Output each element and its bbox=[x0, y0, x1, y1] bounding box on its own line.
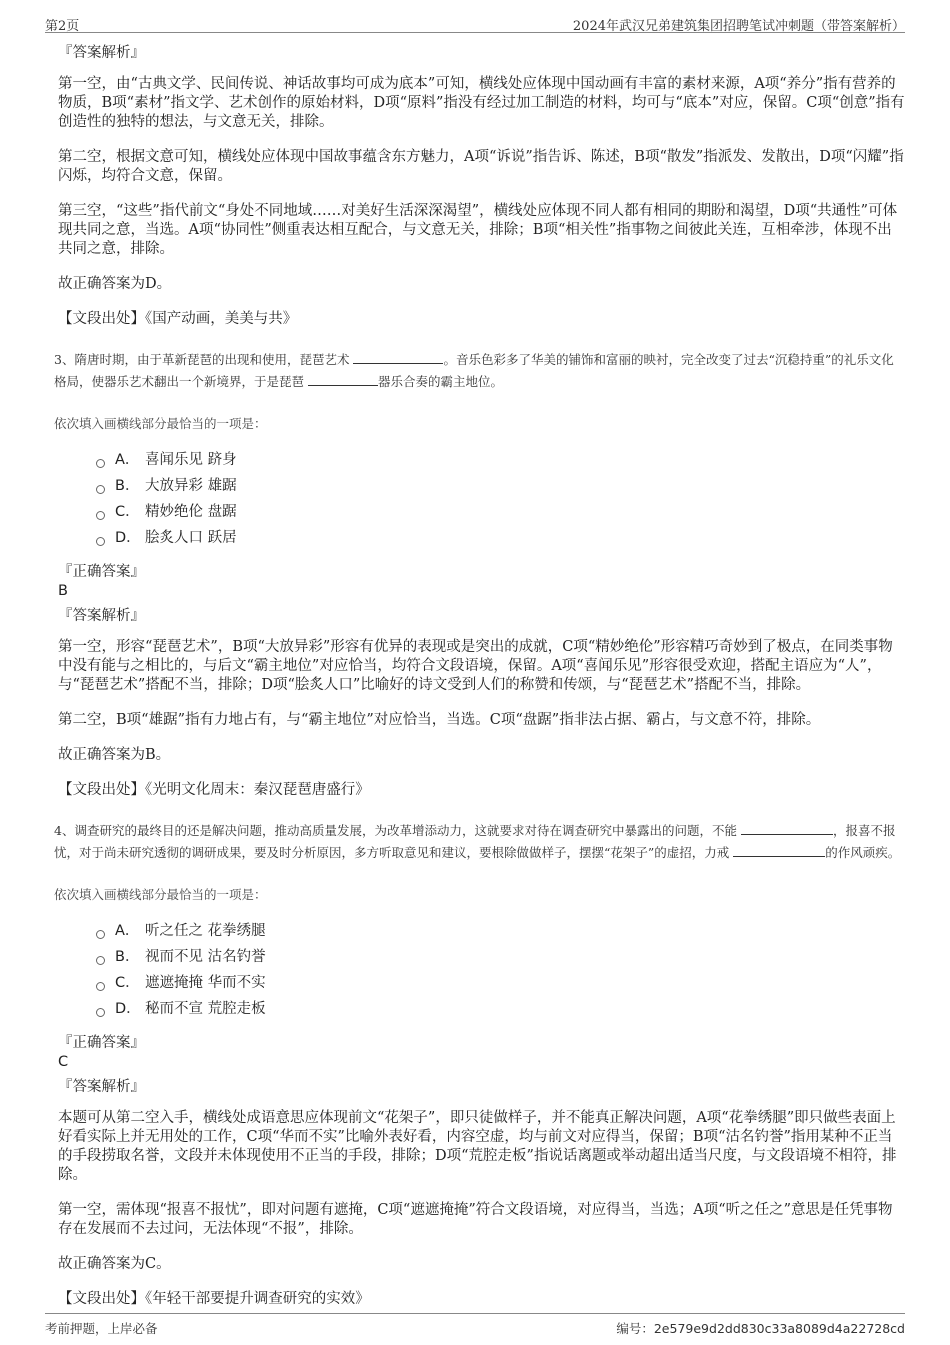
q2-analysis-paragraph: 第二空，根据文意可知，横线处应体现中国故事蕴含东方魅力，A项“诉说”指告诉、陈述，B项“散发”指派发、发散出，D项“闪耀”指闪烁，均符合文意，保留。 bbox=[58, 149, 904, 184]
q4-option-c[interactable]: C． 遮遮掩掩 华而不实 bbox=[96, 970, 905, 996]
radio-icon[interactable] bbox=[96, 930, 105, 939]
q4-option-a[interactable]: A． 听之任之 花拳绣腿 bbox=[96, 918, 905, 944]
q4-correct-label: 『正确答案』 bbox=[58, 1035, 145, 1051]
q3-prompt: 依次填入画横线部分最恰当的一项是： bbox=[54, 416, 267, 431]
q4-options bbox=[96, 918, 905, 1022]
q3-blank-1 bbox=[353, 349, 443, 364]
q3-stem-part-2: 。音乐色彩多了华美的铺饰和富丽的映衬，完全改变了过去“沉稳持重”的礼乐文化格局，使器乐艺术翻出一个新境界，于是琵琶 bbox=[54, 352, 894, 389]
q4-stem bbox=[54, 820, 905, 864]
q3-blank-2 bbox=[308, 371, 378, 386]
q3-correct-answer: B bbox=[58, 583, 68, 599]
document-title: 2024年武汉兄弟建筑集团招聘笔试冲刺题（带答案解析） bbox=[572, 19, 905, 34]
page-header bbox=[45, 12, 905, 33]
q2-conclusion: 故正确答案为D。 bbox=[58, 276, 172, 292]
q4-conclusion: 故正确答案为C。 bbox=[58, 1256, 171, 1272]
radio-icon[interactable] bbox=[96, 459, 105, 468]
q3-correct-label: 『正确答案』 bbox=[58, 564, 145, 580]
q3-options bbox=[96, 447, 905, 551]
q3-option-b[interactable]: B． 大放异彩 雄踞 bbox=[96, 473, 905, 499]
q3-option-c[interactable]: C． 精妙绝伦 盘踞 bbox=[96, 499, 905, 525]
q3-conclusion: 故正确答案为B。 bbox=[58, 747, 171, 763]
q3-option-d[interactable]: D． 脍炙人口 跃居 bbox=[96, 525, 905, 551]
q2-analysis-label: 『答案解析』 bbox=[58, 45, 145, 61]
radio-icon[interactable] bbox=[96, 537, 105, 546]
document-id: 编号：2e579e9d2dd830c33a8089d4a22728cd bbox=[616, 1321, 905, 1336]
q4-analysis-paragraph: 第一空，需体现“报喜不报忧”，即对问题有遮掩，C项“遮遮掩掩”符合文段语境，对应得当，当选；A项“听之任之”意思是任凭事物存在发展而不去过问，无法体现“不报”，排除。 bbox=[58, 1202, 893, 1237]
q2-analysis-paragraph: 第一空，由“古典文学、民间传说、神话故事均可成为底本”可知，横线处应体现中国动画有丰富的素材来源，A项“养分”指有营养的物质，B项“素材”指文学、艺术创作的原始材料，D项“原料”指没有经过加工制造的材料，均可与“底本”对应，保留。C项“创意”指有创造性的独特的想法，与文意无关，排除。 bbox=[58, 76, 905, 130]
radio-icon[interactable] bbox=[96, 1008, 105, 1017]
q3-analysis-label: 『答案解析』 bbox=[58, 608, 145, 624]
radio-icon[interactable] bbox=[96, 485, 105, 494]
page-footer bbox=[45, 1313, 905, 1336]
radio-icon[interactable] bbox=[96, 511, 105, 520]
q3-source: 【文段出处】《光明文化周末：秦汉琵琶唐盛行》 bbox=[58, 782, 370, 798]
page-number: 第2页 bbox=[45, 19, 80, 34]
radio-icon[interactable] bbox=[96, 982, 105, 991]
q4-stem-part-1: 4、调查研究的最终目的还是解决问题，推动高质量发展，为改革增添动力，这就要求对待在调查研究中暴露出的问题，不能 bbox=[54, 823, 737, 838]
q3-stem bbox=[54, 349, 905, 393]
radio-icon[interactable] bbox=[96, 956, 105, 965]
q4-correct-answer: C bbox=[58, 1054, 69, 1070]
q3-option-a[interactable]: A． 喜闻乐见 跻身 bbox=[96, 447, 905, 473]
footer-slogan: 考前押题，上岸必备 bbox=[45, 1321, 158, 1336]
q4-analysis-label: 『答案解析』 bbox=[58, 1079, 145, 1095]
q3-analysis-paragraph: 第二空，B项“雄踞”指有力地占有，与“霸主地位”对应恰当，当选。C项“盘踞”指非法占据、霸占，与文意不符，排除。 bbox=[58, 712, 821, 728]
q4-stem-part-3: 的作风顽疾。 bbox=[825, 845, 901, 860]
q4-analysis-paragraph: 本题可从第二空入手，横线处成语意思应体现前文“花架子”，即只徒做样子，并不能真正解决问题，A项“花拳绣腿”即只做些表面上好看实际上并无用处的工作，C项“华而不实”比喻外表好看，内容空虚，均与前文对应得当，保留；B项“沽名钓誉”指用某种不正当的手段捞取名誉，文段并未体现使用不正当的手段，排除；D项“荒腔走板”指说话离题或举动超出适当尺度，与文段语境不相符，排除。 bbox=[58, 1110, 897, 1183]
q3-stem-part-1: 3、隋唐时期，由于革新琵琶的出现和使用，琵琶艺术 bbox=[54, 352, 350, 367]
q4-prompt: 依次填入画横线部分最恰当的一项是： bbox=[54, 887, 267, 902]
q4-blank-1 bbox=[741, 820, 833, 835]
q3-analysis-paragraph: 第一空，形容“琵琶艺术”，B项“大放异彩”形容有优异的表现或是突出的成就，C项“精妙绝伦”形容精巧奇妙到了极点，在同类事物中没有能与之相比的，与后文“霸主地位”对应恰当，均符合文段语境，保留。A项“喜闻乐见”形容很受欢迎，搭配主语应为“人”，与“琵琶艺术”搭配不当，排除；D项“脍炙人口”比喻好的诗文受到人们的称赞和传颂，与“琵琶艺术”搭配不当，排除。 bbox=[58, 639, 893, 693]
q4-stem-part-2: ，报喜不报忧，对于尚未研究透彻的调研成果，要及时分析原因，多方听取意见和建议，要根除做做样子，摆摆“花架子”的虚招，力戒 bbox=[54, 823, 896, 860]
q2-source: 【文段出处】《国产动画，美美与共》 bbox=[58, 311, 298, 327]
q3-stem-part-3: 器乐合奏的霸主地位。 bbox=[378, 374, 504, 389]
q4-option-b[interactable]: B． 视而不见 沽名钓誉 bbox=[96, 944, 905, 970]
q4-option-d[interactable]: D． 秘而不宣 荒腔走板 bbox=[96, 996, 905, 1022]
q4-blank-2 bbox=[733, 842, 825, 857]
main-content bbox=[54, 44, 905, 1329]
q4-source: 【文段出处】《年轻干部要提升调查研究的实效》 bbox=[58, 1291, 370, 1307]
q2-analysis-paragraph: 第三空，“这些”指代前文“身处不同地域……对美好生活深深渴望”，横线处应体现不同人都有相同的期盼和渴望，D项“共通性”可体现共同之意，当选。A项“协同性”侧重表达相互配合，与文意无关，排除；B项“相关性”指事物之间彼此关连，互相牵涉，体现不出共同之意，排除。 bbox=[58, 203, 898, 257]
